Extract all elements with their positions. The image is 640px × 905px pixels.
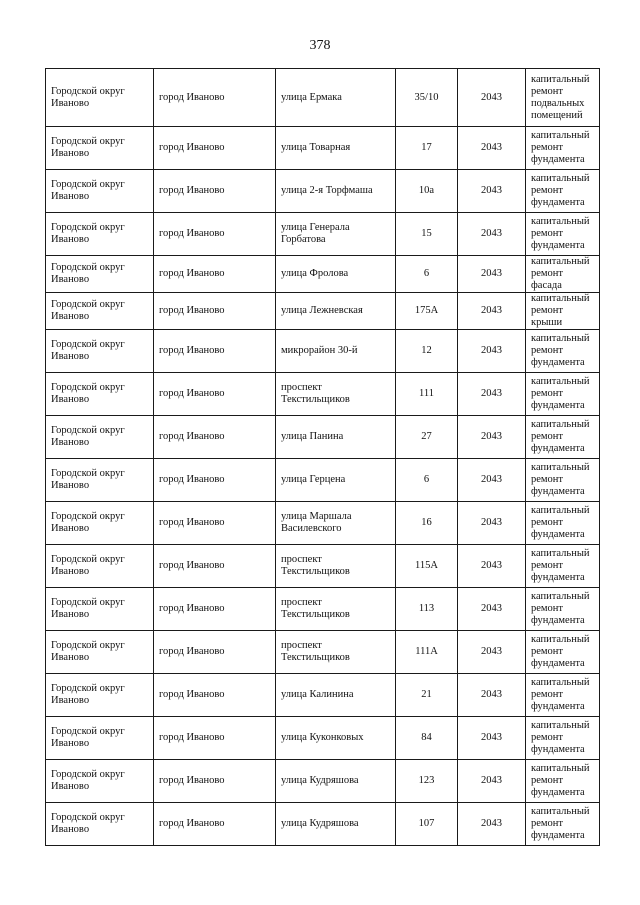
year-cell: 2043 [458, 545, 526, 588]
table-row [46, 803, 600, 846]
house-number-cell: 111А [396, 631, 458, 674]
table-row [46, 674, 600, 717]
city-cell: город Иваново [154, 717, 276, 760]
repair-schedule-table [45, 68, 600, 846]
city-cell: город Иваново [154, 213, 276, 256]
work-type-cell: капитальный ремонт фундамента [526, 631, 600, 674]
city-cell: город Иваново [154, 502, 276, 545]
table-row [46, 545, 600, 588]
house-number-cell: 175А [396, 293, 458, 330]
street-cell: улица Калинина [276, 674, 396, 717]
house-number-cell: 111 [396, 373, 458, 416]
house-number-cell: 15 [396, 213, 458, 256]
city-cell: город Иваново [154, 69, 276, 127]
table-row [46, 416, 600, 459]
street-cell: улица Куконковых [276, 717, 396, 760]
house-number-cell: 115А [396, 545, 458, 588]
work-type-cell: капитальный ремонт фундамента [526, 459, 600, 502]
work-type-cell: капитальный ремонт фундамента [526, 213, 600, 256]
house-number-cell: 35/10 [396, 69, 458, 127]
table-row [46, 127, 600, 170]
street-cell: улица Кудряшова [276, 803, 396, 846]
table-row [46, 760, 600, 803]
work-type-cell: капитальный ремонт фундамента [526, 545, 600, 588]
district-cell: Городской округ Иваново [46, 373, 154, 416]
work-type-cell: капитальный ремонт фундамента [526, 502, 600, 545]
city-cell: город Иваново [154, 330, 276, 373]
house-number-cell: 16 [396, 502, 458, 545]
table-row [46, 588, 600, 631]
district-cell: Городской округ Иваново [46, 674, 154, 717]
street-cell: улица Товарная [276, 127, 396, 170]
district-cell: Городской округ Иваново [46, 170, 154, 213]
city-cell: город Иваново [154, 127, 276, 170]
district-cell: Городской округ Иваново [46, 760, 154, 803]
year-cell: 2043 [458, 127, 526, 170]
house-number-cell: 113 [396, 588, 458, 631]
year-cell: 2043 [458, 588, 526, 631]
house-number-cell: 107 [396, 803, 458, 846]
table-row [46, 631, 600, 674]
table-row [46, 213, 600, 256]
work-type-cell: капитальный ремонт фундамента [526, 416, 600, 459]
work-type-cell: капитальный ремонт фундамента [526, 674, 600, 717]
street-cell: улица Герцена [276, 459, 396, 502]
street-cell: улица Генерала Горбатова [276, 213, 396, 256]
district-cell: Городской округ Иваново [46, 213, 154, 256]
house-number-cell: 27 [396, 416, 458, 459]
district-cell: Городской округ Иваново [46, 502, 154, 545]
year-cell: 2043 [458, 373, 526, 416]
street-cell: проспект Текстильщиков [276, 588, 396, 631]
house-number-cell: 6 [396, 459, 458, 502]
work-type-cell: капитальный ремонт фундамента [526, 170, 600, 213]
city-cell: город Иваново [154, 293, 276, 330]
year-cell: 2043 [458, 459, 526, 502]
city-cell: город Иваново [154, 631, 276, 674]
house-number-cell: 10а [396, 170, 458, 213]
house-number-cell: 6 [396, 256, 458, 293]
street-cell: проспект Текстильщиков [276, 373, 396, 416]
city-cell: город Иваново [154, 760, 276, 803]
year-cell: 2043 [458, 416, 526, 459]
district-cell: Городской округ Иваново [46, 631, 154, 674]
year-cell: 2043 [458, 213, 526, 256]
city-cell: город Иваново [154, 256, 276, 293]
city-cell: город Иваново [154, 674, 276, 717]
district-cell: Городской округ Иваново [46, 803, 154, 846]
street-cell: улица Маршала Василевского [276, 502, 396, 545]
year-cell: 2043 [458, 330, 526, 373]
work-type-cell: капитальный ремонт подвальных помещений [526, 69, 600, 127]
year-cell: 2043 [458, 293, 526, 330]
table-row [46, 256, 600, 293]
table-row [46, 502, 600, 545]
year-cell: 2043 [458, 803, 526, 846]
work-type-cell: капитальный ремонт фундамента [526, 330, 600, 373]
table-row [46, 330, 600, 373]
house-number-cell: 123 [396, 760, 458, 803]
year-cell: 2043 [458, 760, 526, 803]
year-cell: 2043 [458, 674, 526, 717]
work-type-cell: капитальный ремонт фундамента [526, 588, 600, 631]
city-cell: город Иваново [154, 170, 276, 213]
city-cell: город Иваново [154, 588, 276, 631]
work-type-cell: капитальный ремонт фундамента [526, 760, 600, 803]
table-body [46, 69, 600, 846]
table-row [46, 717, 600, 760]
street-cell: проспект Текстильщиков [276, 545, 396, 588]
city-cell: город Иваново [154, 803, 276, 846]
year-cell: 2043 [458, 170, 526, 213]
city-cell: город Иваново [154, 545, 276, 588]
house-number-cell: 17 [396, 127, 458, 170]
street-cell: улица Ермака [276, 69, 396, 127]
work-type-cell: капитальный ремонт фундамента [526, 803, 600, 846]
district-cell: Городской округ Иваново [46, 588, 154, 631]
street-cell: улица Панина [276, 416, 396, 459]
district-cell: Городской округ Иваново [46, 717, 154, 760]
district-cell: Городской округ Иваново [46, 293, 154, 330]
street-cell: проспект Текстильщиков [276, 631, 396, 674]
district-cell: Городской округ Иваново [46, 330, 154, 373]
year-cell: 2043 [458, 502, 526, 545]
district-cell: Городской округ Иваново [46, 256, 154, 293]
house-number-cell: 21 [396, 674, 458, 717]
table-row [46, 373, 600, 416]
year-cell: 2043 [458, 69, 526, 127]
year-cell: 2043 [458, 717, 526, 760]
table-row [46, 293, 600, 330]
street-cell: улица Фролова [276, 256, 396, 293]
district-cell: Городской округ Иваново [46, 545, 154, 588]
table-row [46, 69, 600, 127]
city-cell: город Иваново [154, 416, 276, 459]
table-row [46, 459, 600, 502]
year-cell: 2043 [458, 631, 526, 674]
table-row [46, 170, 600, 213]
work-type-cell: капитальный ремонт фундамента [526, 717, 600, 760]
work-type-cell: капитальный ремонт фундамента [526, 373, 600, 416]
city-cell: город Иваново [154, 373, 276, 416]
district-cell: Городской округ Иваново [46, 416, 154, 459]
work-type-cell: капитальный ремонт фасада [526, 256, 600, 293]
district-cell: Городской округ Иваново [46, 69, 154, 127]
street-cell: улица Лежневская [276, 293, 396, 330]
district-cell: Городской округ Иваново [46, 459, 154, 502]
street-cell: микрорайон 30-й [276, 330, 396, 373]
work-type-cell: капитальный ремонт фундамента [526, 127, 600, 170]
city-cell: город Иваново [154, 459, 276, 502]
page-number: 378 [309, 38, 331, 53]
year-cell: 2043 [458, 256, 526, 293]
house-number-cell: 12 [396, 330, 458, 373]
street-cell: улица Кудряшова [276, 760, 396, 803]
district-cell: Городской округ Иваново [46, 127, 154, 170]
street-cell: улица 2-я Торфмаша [276, 170, 396, 213]
work-type-cell: капитальный ремонт крыши [526, 293, 600, 330]
house-number-cell: 84 [396, 717, 458, 760]
